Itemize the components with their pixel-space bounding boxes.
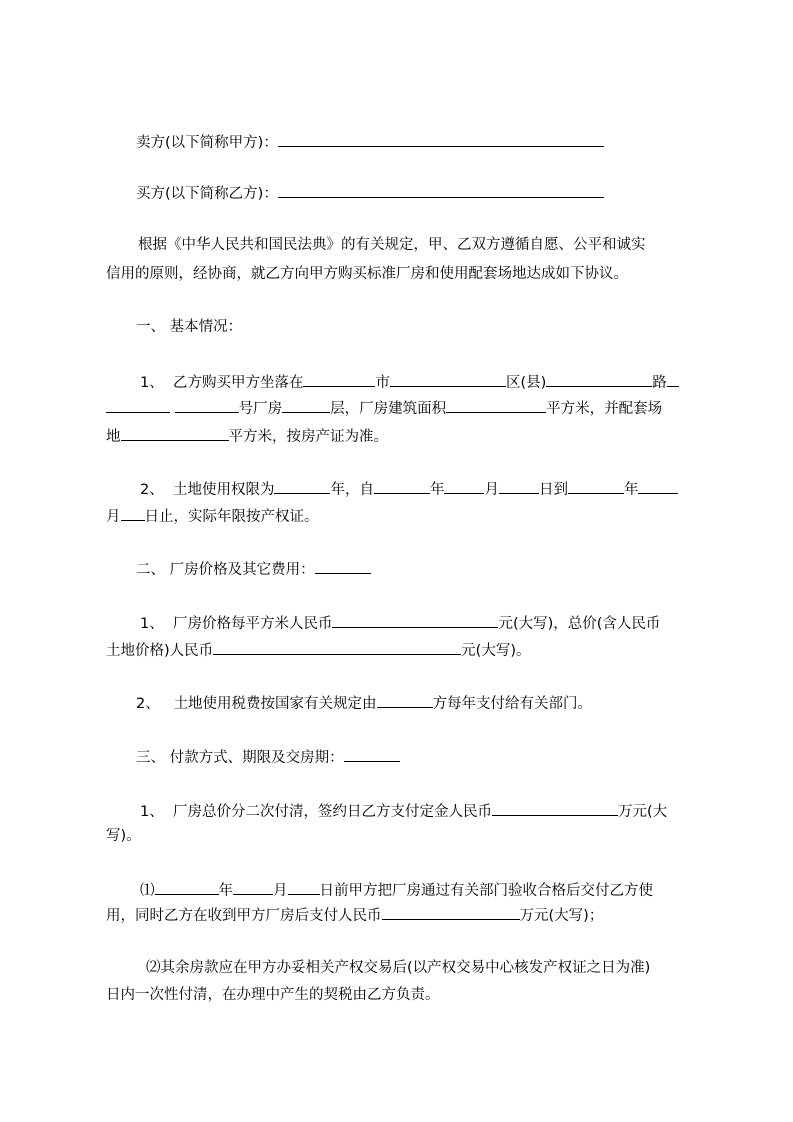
total-price-blank[interactable]: [213, 639, 461, 655]
intro-line-2: 信用的原则，经协商，就乙方向甲方购买标准厂房和使用配套场地达成如下协议。: [106, 266, 628, 282]
s2-item2-text-a: 土地使用税费按国家有关规定由: [173, 696, 377, 712]
end-day-blank[interactable]: [121, 505, 145, 521]
s3-sub1-line2: [106, 904, 603, 926]
s2-item2-num: 2、: [136, 696, 160, 712]
land-years-blank[interactable]: [274, 478, 330, 494]
end-year-blank[interactable]: [568, 478, 624, 494]
seller-label: 卖方(以下简称甲方)：: [136, 135, 278, 151]
s3-item1-num: 1、: [140, 804, 164, 820]
tax-party-blank[interactable]: [377, 692, 433, 708]
s1-item1-num: 1、: [140, 375, 164, 391]
s1-item1-line2: [106, 397, 662, 419]
s1-item1-line3: [106, 425, 388, 447]
s3-item1-text-a: 厂房总价分二次付清，签约日乙方支付定金人民币: [172, 804, 492, 820]
section-1-heading: 一、 基本情况：: [136, 319, 243, 335]
s3-sub1-text-a: 年: [218, 883, 233, 899]
s1-item2-text-d: 月: [484, 482, 499, 498]
s2-item2-line: [136, 692, 592, 714]
handover-year-blank[interactable]: [155, 879, 219, 895]
site-area-blank[interactable]: [121, 425, 229, 441]
s1-item1-line1: [140, 371, 679, 393]
section-3-heading: 三、 付款方式、期限及交房期：: [136, 750, 344, 766]
s3-item1-line2: 写)。: [106, 828, 141, 844]
s1-item1-text-h: 地: [106, 429, 121, 445]
s1-item2-text-g: 月: [106, 509, 121, 525]
road-number-blank[interactable]: [106, 397, 170, 413]
s2-item1-text-b: 元(大写)，总价(含人民币: [498, 616, 661, 632]
s2-item1-text-d: 元(大写)。: [461, 643, 531, 659]
buyer-label: 买方(以下简称乙方)：: [136, 186, 278, 202]
s2-item1-line2: [106, 639, 531, 661]
start-month-blank[interactable]: [444, 478, 484, 494]
s3-sub2-line1: ⑵其余房款应在甲方办妥相关产权交易后(以产权交易中心核发产权证之日为准): [146, 960, 651, 976]
s1-item1-text-g: 平方米，并配套场: [546, 401, 663, 417]
second-payment-blank[interactable]: [382, 904, 520, 920]
s2-item1-line1: [140, 612, 660, 634]
s1-item1-text-b: 市: [375, 375, 390, 391]
city-blank[interactable]: [303, 371, 375, 387]
s1-item1-text-a: 乙方购买甲方坐落在: [172, 375, 304, 391]
building-number-blank[interactable]: [175, 397, 239, 413]
s3-sub1-line1: [140, 879, 653, 901]
s2-item1-text-c: 土地价格)人民币: [106, 643, 214, 659]
s1-item1-text-d: 路: [652, 375, 667, 391]
start-year-blank[interactable]: [374, 478, 430, 494]
section-3-line: [136, 746, 400, 768]
deposit-blank[interactable]: [492, 800, 618, 816]
s1-item1-text-i: 平方米，按房产证为准。: [228, 429, 388, 445]
s1-item1-text-e: 号厂房: [238, 401, 283, 417]
s3-sub1-text-b: 月: [273, 883, 288, 899]
road-trailing-blank[interactable]: [667, 371, 679, 387]
building-area-blank[interactable]: [446, 397, 546, 413]
unit-price-blank[interactable]: [332, 612, 498, 628]
floor-blank[interactable]: [282, 397, 330, 413]
s3-sub2-line2: 日内一次性付清，在办理中产生的契税由乙方负责。: [106, 987, 440, 1003]
s1-item1-text-f: 层，厂房建筑面积: [330, 401, 447, 417]
district-blank[interactable]: [390, 371, 506, 387]
buyer-line: [136, 182, 604, 204]
s1-item2-text-h: 日止，实际年限按产权证。: [144, 509, 319, 525]
s1-item2-num: 2、: [140, 482, 164, 498]
seller-line: [136, 131, 604, 153]
s3-sub1-text-d: 用，同时乙方在收到甲方厂房后支付人民币: [106, 908, 382, 924]
s1-item2-text-c: 年: [429, 482, 445, 498]
s3-sub1-text-e: 万元(大写)；: [519, 908, 604, 924]
road-blank[interactable]: [546, 371, 652, 387]
s3-sub1-text-c: 日前甲方把厂房通过有关部门验收合格后交付乙方使: [319, 883, 653, 899]
s2-item1-num: 1、: [140, 616, 164, 632]
s1-item2-text-f: 年: [623, 482, 639, 498]
s1-item1-text-c: 区(县): [505, 375, 547, 391]
s3-item1-line1: [140, 800, 667, 822]
intro-line-1: 根据《中华人民共和国民法典》的有关规定，甲、乙双方遵循自愿、公平和诚实: [138, 237, 646, 253]
buyer-blank[interactable]: [278, 182, 604, 198]
s1-item2-line1: [140, 478, 678, 500]
section-2-line: [136, 558, 371, 580]
s1-item2-text-e: 日到: [538, 482, 568, 498]
s1-item2-line2: [106, 505, 319, 527]
s3-sub1-num: ⑴: [140, 883, 155, 899]
s2-item1-text-a: 厂房价格每平方米人民币: [172, 616, 333, 632]
start-day-blank[interactable]: [499, 478, 539, 494]
handover-month-blank[interactable]: [233, 879, 273, 895]
s2-item2-text-b: 方每年支付给有关部门。: [432, 696, 593, 712]
section-3-blank[interactable]: [344, 746, 400, 762]
seller-blank[interactable]: [278, 131, 604, 147]
section-2-heading: 二、 厂房价格及其它费用：: [136, 562, 315, 578]
s3-item1-text-b: 万元(大: [617, 804, 668, 820]
s1-item2-text-b: 年，自: [330, 482, 374, 498]
end-month-trailing-blank[interactable]: [638, 478, 678, 494]
section-2-blank[interactable]: [315, 558, 371, 574]
s1-item2-text-a: 土地使用权限为: [172, 482, 275, 498]
handover-day-blank[interactable]: [288, 879, 320, 895]
